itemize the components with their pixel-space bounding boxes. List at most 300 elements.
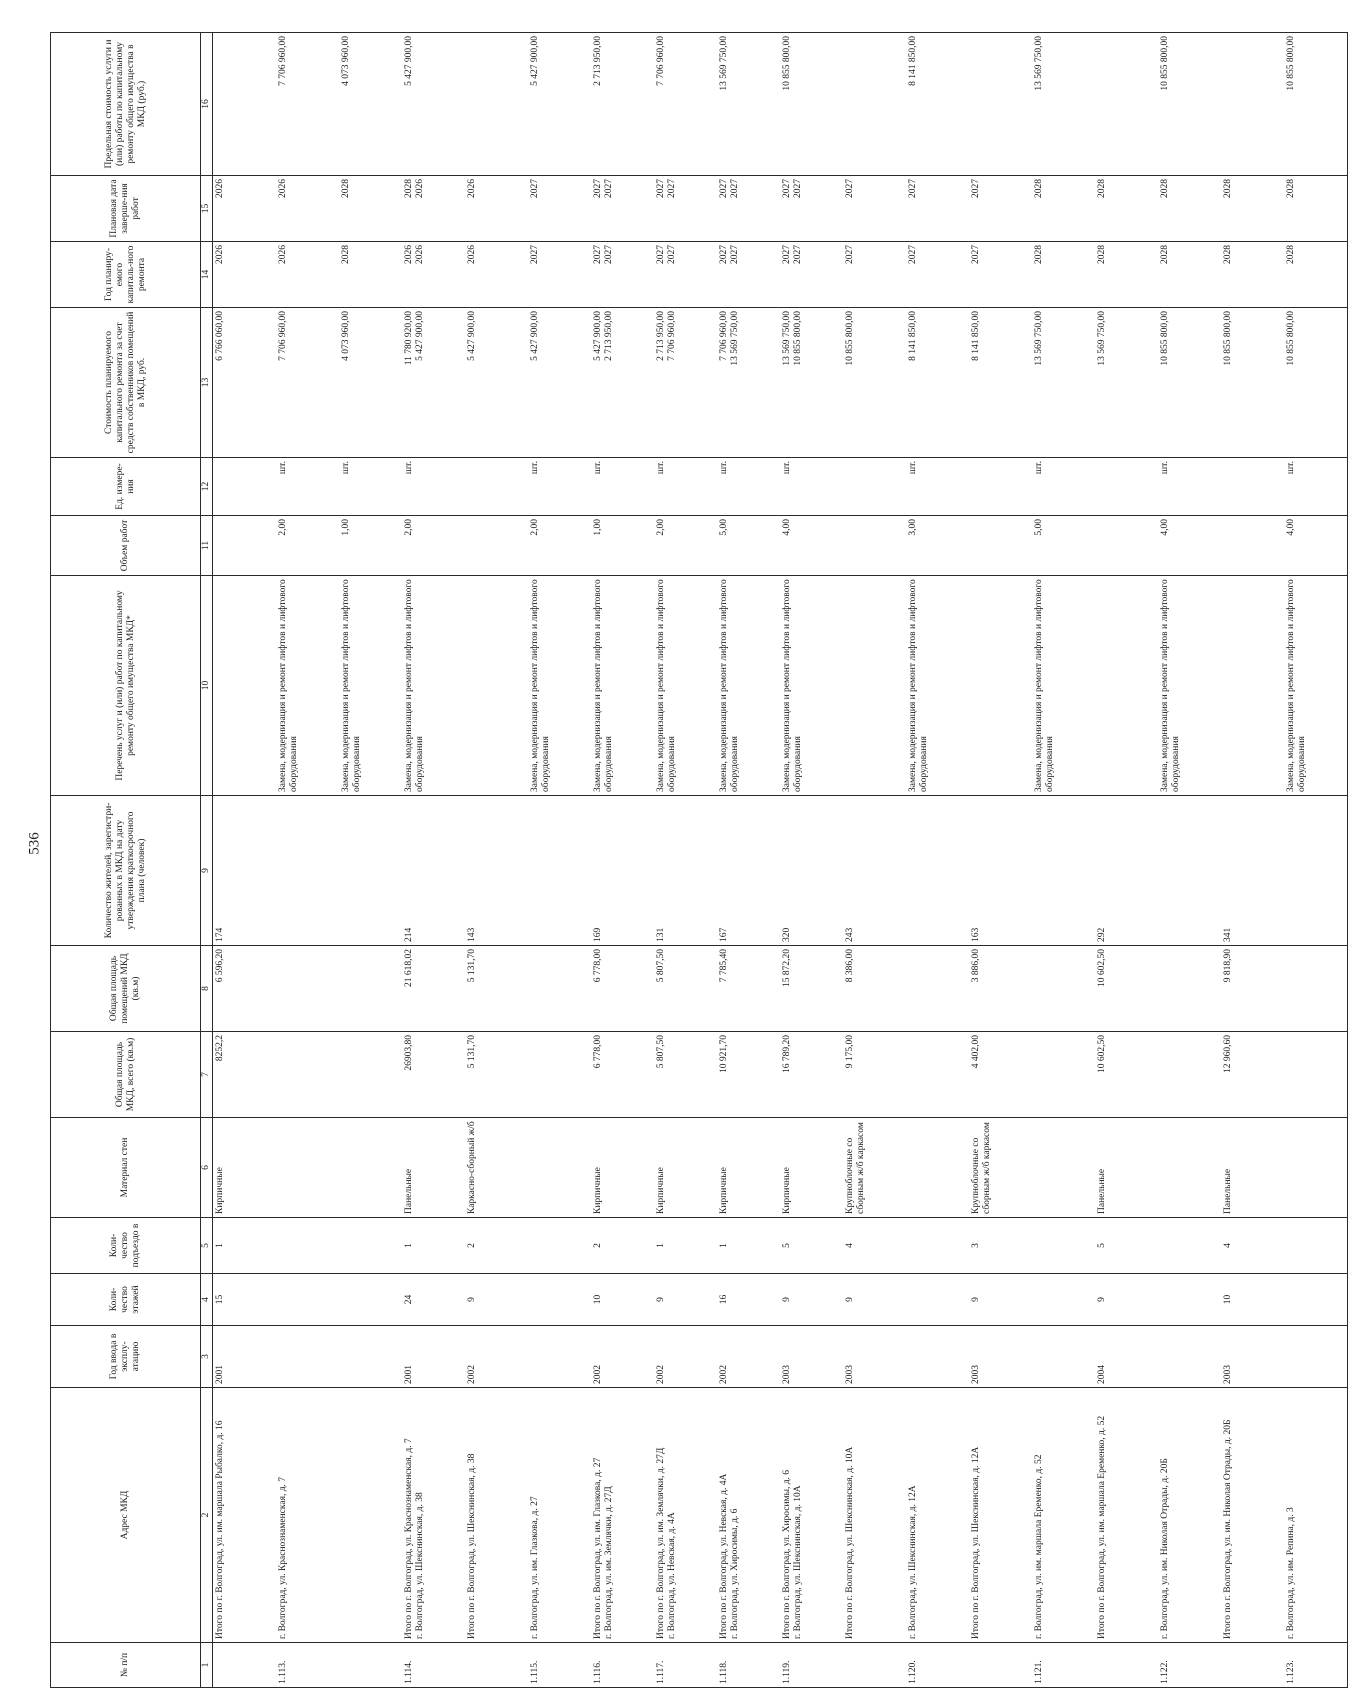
cell-unit bbox=[213, 458, 277, 516]
cell-residents: 320 bbox=[780, 796, 843, 946]
cell-address: г. Волгоград, ул. им. маршала Еременко, д. 52 bbox=[1032, 1388, 1095, 1643]
column-header: Материал стен bbox=[51, 1118, 201, 1218]
table-row bbox=[843, 33, 906, 1688]
cell-material: Панельные bbox=[1095, 1118, 1158, 1218]
cell-cost: 10 855 800,00 bbox=[843, 308, 906, 458]
column-header: Адрес МКД bbox=[51, 1388, 201, 1643]
cell-plan-year: 2028 bbox=[1095, 242, 1158, 308]
cell-material: Кирпичные bbox=[717, 1118, 780, 1218]
cell-entrances: 5 bbox=[780, 1218, 843, 1274]
cell-residents: 341 bbox=[1221, 796, 1284, 946]
cell-address: Итого по г. Волгоград, ул. им. маршала Еременко, д. 52 bbox=[1095, 1388, 1158, 1643]
cell-year: 2002 bbox=[465, 1326, 528, 1388]
cell-works: Замена, модернизация и ремонт лифтов и лифтового оборудования bbox=[276, 576, 339, 796]
cell-end-date: 2027 2027 bbox=[654, 176, 717, 242]
cell-works: Замена, модернизация и ремонт лифтов и лифтового оборудования bbox=[780, 576, 843, 796]
cell-area-rooms: 7 785,40 bbox=[717, 946, 780, 1032]
cell-works: Замена, модернизация и ремонт лифтов и лифтового оборудования bbox=[1284, 576, 1348, 796]
cell-entrances bbox=[906, 1218, 969, 1274]
cell-area-total: 4 402,00 bbox=[969, 1032, 1032, 1118]
table-row bbox=[339, 33, 402, 1688]
cell-num: 1.119. bbox=[780, 1643, 843, 1688]
cell-works bbox=[213, 576, 277, 796]
cell-num: 1.117. bbox=[654, 1643, 717, 1688]
cell-end-date: 2027 bbox=[843, 176, 906, 242]
cell-cost: 6 766 060,00 bbox=[213, 308, 277, 458]
table-row bbox=[1284, 33, 1348, 1688]
table-row bbox=[1221, 33, 1284, 1688]
cell-entrances bbox=[1284, 1218, 1348, 1274]
cell-material bbox=[1032, 1118, 1095, 1218]
cell-end-date: 2028 2026 bbox=[402, 176, 465, 242]
cell-year: 2002 bbox=[654, 1326, 717, 1388]
cell-works: Замена, модернизация и ремонт лифтов и лифтового оборудования bbox=[591, 576, 654, 796]
cell-material: Кирпичные bbox=[654, 1118, 717, 1218]
cell-area-rooms: 6 596,20 bbox=[213, 946, 277, 1032]
cell-entrances: 1 bbox=[213, 1218, 277, 1274]
column-number: 16 bbox=[201, 33, 213, 176]
column-number: 8 bbox=[201, 946, 213, 1032]
cell-floors: 9 bbox=[780, 1274, 843, 1326]
cell-volume: 4,00 bbox=[1158, 516, 1221, 576]
cell-cost: 11 780 920,00 5 427 900,00 bbox=[402, 308, 465, 458]
cell-material: Панельные bbox=[1221, 1118, 1284, 1218]
cell-floors: 9 bbox=[969, 1274, 1032, 1326]
cell-unit: шт. bbox=[1158, 458, 1221, 516]
cell-year: 2002 bbox=[591, 1326, 654, 1388]
cell-unit: шт. bbox=[1032, 458, 1095, 516]
cell-entrances bbox=[1158, 1218, 1221, 1274]
cell-year: 2003 bbox=[969, 1326, 1032, 1388]
cell-end-date: 2028 bbox=[339, 176, 402, 242]
cell-plan-year: 2028 bbox=[1158, 242, 1221, 308]
cell-limit-cost bbox=[1095, 33, 1158, 176]
cell-floors bbox=[1284, 1274, 1348, 1326]
cell-material bbox=[1284, 1118, 1348, 1218]
column-header: Коли-чество подъездо в bbox=[51, 1218, 201, 1274]
cell-year: 2001 bbox=[213, 1326, 277, 1388]
cell-address: Итого по г. Волгоград, ул. Невская, д. 4А г. Волгоград, ул. Хиросимы, д. 6 bbox=[717, 1388, 780, 1643]
cell-end-date: 2028 bbox=[1221, 176, 1284, 242]
cell-residents bbox=[1032, 796, 1095, 946]
cell-entrances: 1 bbox=[717, 1218, 780, 1274]
cell-end-date: 2028 bbox=[1095, 176, 1158, 242]
cell-volume bbox=[213, 516, 277, 576]
cell-residents bbox=[339, 796, 402, 946]
table-row bbox=[780, 33, 843, 1688]
cell-year: 2001 bbox=[402, 1326, 465, 1388]
cell-entrances: 1 bbox=[402, 1218, 465, 1274]
cell-unit: шт. bbox=[654, 458, 717, 516]
cell-area-total: 12 960,60 bbox=[1221, 1032, 1284, 1118]
cell-num: 1.121. bbox=[1032, 1643, 1095, 1688]
cell-area-total bbox=[906, 1032, 969, 1118]
cell-works: Замена, модернизация и ремонт лифтов и лифтового оборудования bbox=[1032, 576, 1095, 796]
cell-entrances: 4 bbox=[1221, 1218, 1284, 1274]
cell-year: 2003 bbox=[1221, 1326, 1284, 1388]
cell-volume bbox=[465, 516, 528, 576]
cell-area-rooms: 3 886,00 bbox=[969, 946, 1032, 1032]
column-number: 7 bbox=[201, 1032, 213, 1118]
cell-area-total: 26903,80 bbox=[402, 1032, 465, 1118]
cell-area-rooms bbox=[339, 946, 402, 1032]
cell-area-rooms: 10 602,50 bbox=[1095, 946, 1158, 1032]
cell-area-rooms: 21 618,02 bbox=[402, 946, 465, 1032]
cell-entrances bbox=[1032, 1218, 1095, 1274]
cell-cost: 10 855 800,00 bbox=[1158, 308, 1221, 458]
cell-num: 1.113. bbox=[276, 1643, 339, 1688]
cell-num bbox=[465, 1643, 528, 1688]
column-header: Предельная стоимость услуги и (или) работы по капитальному ремонту общего имущества в МКД (руб.) bbox=[51, 33, 201, 176]
cell-residents bbox=[906, 796, 969, 946]
cell-cost: 13 569 750,00 bbox=[1095, 308, 1158, 458]
cell-floors bbox=[339, 1274, 402, 1326]
cell-unit: шт. bbox=[402, 458, 465, 516]
cell-area-total: 16 789,20 bbox=[780, 1032, 843, 1118]
cell-limit-cost: 5 427 900,00 bbox=[402, 33, 465, 176]
page-number: 536 bbox=[26, 832, 43, 855]
cell-area-rooms: 6 778,00 bbox=[591, 946, 654, 1032]
cell-residents: 131 bbox=[654, 796, 717, 946]
column-number: 14 bbox=[201, 242, 213, 308]
cell-area-rooms bbox=[528, 946, 591, 1032]
cell-area-rooms bbox=[276, 946, 339, 1032]
cell-address bbox=[339, 1388, 402, 1643]
cell-area-total: 5 807,50 bbox=[654, 1032, 717, 1118]
cell-floors: 15 bbox=[213, 1274, 277, 1326]
cell-cost: 10 855 800,00 bbox=[1221, 308, 1284, 458]
cell-material: Крупноблочные со сборным ж/б каркасом bbox=[969, 1118, 1032, 1218]
cell-limit-cost: 10 855 800,00 bbox=[1284, 33, 1348, 176]
cell-residents: 169 bbox=[591, 796, 654, 946]
cell-cost: 13 569 750,00 10 855 800,00 bbox=[780, 308, 843, 458]
cell-floors: 9 bbox=[654, 1274, 717, 1326]
cell-plan-year: 2027 bbox=[969, 242, 1032, 308]
cell-num bbox=[213, 1643, 277, 1688]
cell-floors: 16 bbox=[717, 1274, 780, 1326]
cell-works bbox=[1221, 576, 1284, 796]
cell-limit-cost: 5 427 900,00 bbox=[528, 33, 591, 176]
cell-volume: 4,00 bbox=[780, 516, 843, 576]
cell-area-rooms bbox=[906, 946, 969, 1032]
cell-entrances: 2 bbox=[465, 1218, 528, 1274]
cell-plan-year: 2027 bbox=[843, 242, 906, 308]
cell-address: Итого по г. Волгоград, ул. им. Глазкова, д. 27 г. Волгоград, ул. им. Землячки, д. 27Д bbox=[591, 1388, 654, 1643]
column-header: Стоимость планируемого капитального ремонта за счет средств собственников помещений в МКД, руб. bbox=[51, 308, 201, 458]
cell-limit-cost bbox=[213, 33, 277, 176]
column-number: 9 bbox=[201, 796, 213, 946]
cell-limit-cost: 2 713 950,00 bbox=[591, 33, 654, 176]
cell-material bbox=[528, 1118, 591, 1218]
cell-address: г. Волгоград, ул. Краснознаменская, д. 7 bbox=[276, 1388, 339, 1643]
cell-works: Замена, модернизация и ремонт лифтов и лифтового оборудования bbox=[339, 576, 402, 796]
cell-num: 1.120. bbox=[906, 1643, 969, 1688]
cell-entrances: 4 bbox=[843, 1218, 906, 1274]
cell-material: Каркасно-сборный ж/б bbox=[465, 1118, 528, 1218]
cell-unit bbox=[1221, 458, 1284, 516]
cell-plan-year: 2028 bbox=[1221, 242, 1284, 308]
cell-num: 1.114. bbox=[402, 1643, 465, 1688]
cell-year: 2004 bbox=[1095, 1326, 1158, 1388]
table-row bbox=[276, 33, 339, 1688]
cell-year: 2003 bbox=[843, 1326, 906, 1388]
cell-end-date: 2026 bbox=[465, 176, 528, 242]
cell-year bbox=[906, 1326, 969, 1388]
cell-floors bbox=[1158, 1274, 1221, 1326]
cell-volume bbox=[843, 516, 906, 576]
cell-address: Итого по г. Волгоград, ул. им. маршала Рыбалко, д. 16 bbox=[213, 1388, 277, 1643]
cell-material: Кирпичные bbox=[780, 1118, 843, 1218]
column-number: 2 bbox=[201, 1388, 213, 1643]
cell-unit: шт. bbox=[780, 458, 843, 516]
cell-volume: 5,00 bbox=[717, 516, 780, 576]
cell-area-total: 9 175,00 bbox=[843, 1032, 906, 1118]
cell-unit bbox=[1095, 458, 1158, 516]
cell-cost: 2 713 950,00 7 706 960,00 bbox=[654, 308, 717, 458]
cell-material bbox=[1158, 1118, 1221, 1218]
cell-entrances bbox=[528, 1218, 591, 1274]
cell-works: Замена, модернизация и ремонт лифтов и лифтового оборудования bbox=[1158, 576, 1221, 796]
cell-entrances: 3 bbox=[969, 1218, 1032, 1274]
cell-residents: 167 bbox=[717, 796, 780, 946]
cell-unit: шт. bbox=[906, 458, 969, 516]
cell-material bbox=[906, 1118, 969, 1218]
cell-works bbox=[843, 576, 906, 796]
cell-num bbox=[339, 1643, 402, 1688]
cell-volume: 1,00 bbox=[339, 516, 402, 576]
cell-volume: 2,00 bbox=[276, 516, 339, 576]
column-number: 6 bbox=[201, 1118, 213, 1218]
cell-address: Итого по г. Волгоград, ул. Шекснинская, д. 10А bbox=[843, 1388, 906, 1643]
table-row bbox=[1032, 33, 1095, 1688]
cell-address: Итого по г. Волгоград, ул. Шекснинская, д. 38 bbox=[465, 1388, 528, 1643]
cell-end-date: 2027 2027 bbox=[780, 176, 843, 242]
column-header: Объем работ bbox=[51, 516, 201, 576]
cell-area-rooms: 15 872,20 bbox=[780, 946, 843, 1032]
cell-year bbox=[276, 1326, 339, 1388]
column-number: 1 bbox=[201, 1643, 213, 1688]
cell-unit: шт. bbox=[717, 458, 780, 516]
cell-limit-cost bbox=[969, 33, 1032, 176]
cell-address: г. Волгоград, ул. им. Репина, д. 3 bbox=[1284, 1388, 1348, 1643]
column-number: 10 bbox=[201, 576, 213, 796]
cell-plan-year: 2028 bbox=[339, 242, 402, 308]
cell-plan-year: 2026 bbox=[213, 242, 277, 308]
cell-residents: 292 bbox=[1095, 796, 1158, 946]
cell-works: Замена, модернизация и ремонт лифтов и лифтового оборудования bbox=[402, 576, 465, 796]
table-row bbox=[465, 33, 528, 1688]
cell-works: Замена, модернизация и ремонт лифтов и лифтового оборудования bbox=[654, 576, 717, 796]
cell-material: Панельные bbox=[402, 1118, 465, 1218]
cell-floors: 9 bbox=[1095, 1274, 1158, 1326]
cell-area-total bbox=[1158, 1032, 1221, 1118]
cell-limit-cost: 13 569 750,00 bbox=[1032, 33, 1095, 176]
cell-unit: шт. bbox=[276, 458, 339, 516]
column-number: 12 bbox=[201, 458, 213, 516]
column-header: Общая площадь МКД, всего (кв.м) bbox=[51, 1032, 201, 1118]
cell-cost: 8 141 850,00 bbox=[969, 308, 1032, 458]
cell-volume: 4,00 bbox=[1284, 516, 1348, 576]
cell-residents: 174 bbox=[213, 796, 277, 946]
cell-address: Итого по г. Волгоград, ул. Краснознаменская, д. 7 г. Волгоград, ул. Шекснинская, д. 38 bbox=[402, 1388, 465, 1643]
cell-address: Итого по г. Волгоград, ул. им. Землячки, д. 27Д г. Волгоград, ул. Невская, д. 4А bbox=[654, 1388, 717, 1643]
cell-floors bbox=[1032, 1274, 1095, 1326]
cell-material: Кирпичные bbox=[591, 1118, 654, 1218]
cell-end-date: 2027 2027 bbox=[591, 176, 654, 242]
cell-year bbox=[528, 1326, 591, 1388]
cell-address: Итого по г. Волгоград, ул. Шекснинская, д. 12А bbox=[969, 1388, 1032, 1643]
cell-num bbox=[969, 1643, 1032, 1688]
cell-area-rooms: 9 818,90 bbox=[1221, 946, 1284, 1032]
rotated-page bbox=[50, 0, 1307, 1688]
cell-num: 1.115. bbox=[528, 1643, 591, 1688]
cell-area-total bbox=[528, 1032, 591, 1118]
cell-entrances bbox=[276, 1218, 339, 1274]
cell-limit-cost: 4 073 960,00 bbox=[339, 33, 402, 176]
cell-plan-year: 2026 bbox=[465, 242, 528, 308]
cell-cost: 8 141 850,00 bbox=[906, 308, 969, 458]
cell-floors: 9 bbox=[843, 1274, 906, 1326]
cell-residents bbox=[276, 796, 339, 946]
cell-material: Кирпичные bbox=[213, 1118, 277, 1218]
column-header: Общая площадь помещений МКД (кв.м) bbox=[51, 946, 201, 1032]
cell-volume: 3,00 bbox=[906, 516, 969, 576]
cell-limit-cost: 13 569 750,00 bbox=[717, 33, 780, 176]
cell-plan-year: 2026 2026 bbox=[402, 242, 465, 308]
cell-floors bbox=[528, 1274, 591, 1326]
table-row bbox=[591, 33, 654, 1688]
cell-year: 2002 bbox=[717, 1326, 780, 1388]
cell-num: 1.123. bbox=[1284, 1643, 1348, 1688]
cell-end-date: 2026 bbox=[213, 176, 277, 242]
table-body bbox=[213, 33, 1348, 1688]
cell-floors bbox=[906, 1274, 969, 1326]
cell-entrances: 2 bbox=[591, 1218, 654, 1274]
column-number: 13 bbox=[201, 308, 213, 458]
cell-end-date: 2027 bbox=[969, 176, 1032, 242]
column-number: 3 bbox=[201, 1326, 213, 1388]
cell-works bbox=[465, 576, 528, 796]
cell-area-total bbox=[1284, 1032, 1348, 1118]
cell-plan-year: 2027 bbox=[906, 242, 969, 308]
cell-plan-year: 2027 2027 bbox=[591, 242, 654, 308]
cell-unit: шт. bbox=[339, 458, 402, 516]
column-number: 15 bbox=[201, 176, 213, 242]
cell-floors: 10 bbox=[1221, 1274, 1284, 1326]
cell-limit-cost bbox=[465, 33, 528, 176]
cell-num bbox=[843, 1643, 906, 1688]
cell-limit-cost bbox=[843, 33, 906, 176]
cell-area-total: 8252,2 bbox=[213, 1032, 277, 1118]
cell-residents bbox=[528, 796, 591, 946]
cell-area-total bbox=[276, 1032, 339, 1118]
cell-unit: шт. bbox=[591, 458, 654, 516]
cell-end-date: 2027 bbox=[906, 176, 969, 242]
capital-repair-table bbox=[50, 32, 1348, 1688]
cell-num: 1.116. bbox=[591, 1643, 654, 1688]
table-header bbox=[51, 33, 213, 1688]
cell-entrances: 1 bbox=[654, 1218, 717, 1274]
table-row bbox=[213, 33, 277, 1688]
cell-address: Итого по г. Волгоград, ул. им. Николая Отрады, д. 20Б bbox=[1221, 1388, 1284, 1643]
cell-area-rooms bbox=[1158, 946, 1221, 1032]
cell-num: 1.122. bbox=[1158, 1643, 1221, 1688]
cell-area-rooms: 8 386,00 bbox=[843, 946, 906, 1032]
cell-floors: 10 bbox=[591, 1274, 654, 1326]
table-row bbox=[402, 33, 465, 1688]
cell-area-total: 6 778,00 bbox=[591, 1032, 654, 1118]
cell-plan-year: 2028 bbox=[1284, 242, 1348, 308]
cell-address: г. Волгоград, ул. им. Глазкова, д. 27 bbox=[528, 1388, 591, 1643]
cell-address: Итого по г. Волгоград, ул. Хиросимы, д. 6 г. Волгоград, ул. Шекснинская, д. 10А bbox=[780, 1388, 843, 1643]
cell-address: г. Волгоград, ул. Шекснинская, д. 12А bbox=[906, 1388, 969, 1643]
table-row bbox=[906, 33, 969, 1688]
column-number: 11 bbox=[201, 516, 213, 576]
cell-end-date: 2028 bbox=[1032, 176, 1095, 242]
cell-address: г. Волгоград, ул. им. Николая Отрады, д. 20Б bbox=[1158, 1388, 1221, 1643]
cell-area-total bbox=[1032, 1032, 1095, 1118]
column-number: 5 bbox=[201, 1218, 213, 1274]
table-row bbox=[528, 33, 591, 1688]
cell-plan-year: 2027 2027 bbox=[780, 242, 843, 308]
cell-end-date: 2026 bbox=[276, 176, 339, 242]
cell-num: 1.118. bbox=[717, 1643, 780, 1688]
cell-limit-cost: 7 706 960,00 bbox=[276, 33, 339, 176]
cell-area-total: 10 921,70 bbox=[717, 1032, 780, 1118]
cell-area-rooms bbox=[1284, 946, 1348, 1032]
cell-unit bbox=[843, 458, 906, 516]
cell-area-total bbox=[339, 1032, 402, 1118]
cell-end-date: 2027 bbox=[528, 176, 591, 242]
cell-year bbox=[1284, 1326, 1348, 1388]
column-header: № п/п bbox=[51, 1643, 201, 1688]
cell-num bbox=[1221, 1643, 1284, 1688]
cell-volume: 2,00 bbox=[654, 516, 717, 576]
cell-floors: 9 bbox=[465, 1274, 528, 1326]
column-header: Перечень услуг и (или) работ по капитальному ремонту общего имущества МКД* bbox=[51, 576, 201, 796]
cell-area-total: 5 131,70 bbox=[465, 1032, 528, 1118]
cell-end-date: 2028 bbox=[1284, 176, 1348, 242]
cell-plan-year: 2027 2027 bbox=[717, 242, 780, 308]
column-header: Год ввода в эксплу-атацию bbox=[51, 1326, 201, 1388]
cell-volume: 1,00 bbox=[591, 516, 654, 576]
cell-floors: 24 bbox=[402, 1274, 465, 1326]
column-header: Плановая дата заверше-ния работ bbox=[51, 176, 201, 242]
table-row bbox=[717, 33, 780, 1688]
column-header: Ед. измере-ния bbox=[51, 458, 201, 516]
cell-limit-cost bbox=[1221, 33, 1284, 176]
cell-residents: 214 bbox=[402, 796, 465, 946]
cell-volume: 2,00 bbox=[402, 516, 465, 576]
cell-works bbox=[969, 576, 1032, 796]
cell-cost: 7 706 960,00 13 569 750,00 bbox=[717, 308, 780, 458]
cell-limit-cost: 7 706 960,00 bbox=[654, 33, 717, 176]
column-number: 4 bbox=[201, 1274, 213, 1326]
cell-area-rooms bbox=[1032, 946, 1095, 1032]
cell-residents bbox=[1284, 796, 1348, 946]
cell-volume: 5,00 bbox=[1032, 516, 1095, 576]
table-row bbox=[1158, 33, 1221, 1688]
cell-area-rooms: 5 131,70 bbox=[465, 946, 528, 1032]
cell-limit-cost: 10 855 800,00 bbox=[1158, 33, 1221, 176]
cell-plan-year: 2026 bbox=[276, 242, 339, 308]
cell-area-rooms: 5 807,50 bbox=[654, 946, 717, 1032]
cell-cost: 7 706 960,00 bbox=[276, 308, 339, 458]
cell-unit: шт. bbox=[1284, 458, 1348, 516]
cell-num bbox=[1095, 1643, 1158, 1688]
table-row bbox=[654, 33, 717, 1688]
cell-entrances bbox=[339, 1218, 402, 1274]
